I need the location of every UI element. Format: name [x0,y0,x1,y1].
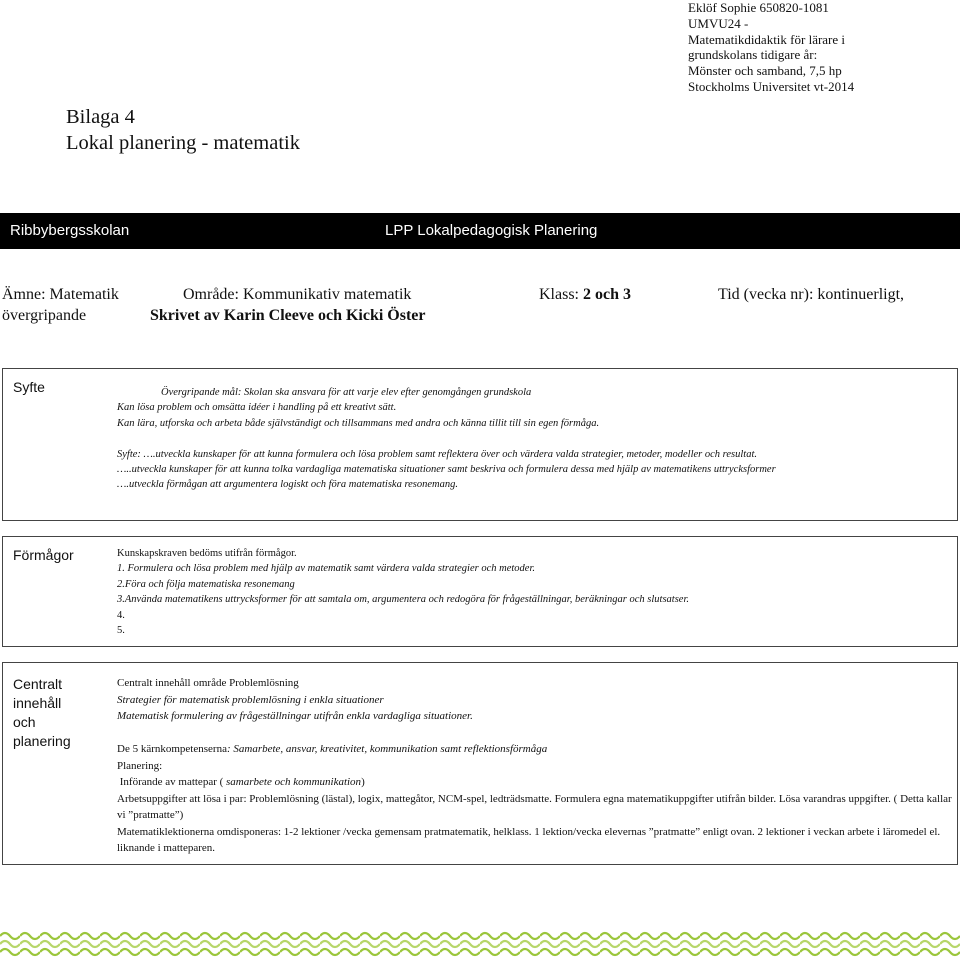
decorative-wave-border [0,930,960,957]
spacer [117,725,953,742]
course-title-line-2: grundskolans tidigare år: [688,47,818,63]
core-content-item: Matematisk formulering av frågeställningar utifrån enkla vardagliga situationer. [117,710,473,722]
label-line: innehåll [13,695,62,711]
section-content [117,546,953,638]
class-value: 2 och 3 [583,286,631,303]
section-label: Syfte [13,379,45,395]
ability-item: 1. Formulera och lösa problem med hjälp av matematik samt värdera valda strategier och metoder. [117,563,535,575]
time-field: Tid (vecka nr): kontinuerligt, [718,286,905,303]
core-content-section [2,662,958,865]
ability-item: 4. [117,609,125,621]
overall-goal: Övergripande mål: Skolan ska ansvara för att varje elev efter genomgången grundskola [161,387,532,398]
section-content [117,675,953,857]
math-pairs-focus: samarbete och kommunikation [223,776,362,788]
school-name: Ribbybergsskolan [10,222,130,239]
core-competencies-list: : Samarbete, ansvar, kreativitet, kommunikation samt reflektionsförmåga [226,743,548,755]
appendix-title: Bilaga 4 [66,106,135,128]
written-by: Skrivet av Karin Cleeve och Kicki Öster [150,307,426,324]
core-content-title: Centralt innehåll område Problemlösning [117,677,299,689]
abilities-section [2,536,958,647]
purpose-section [2,368,958,521]
class-label: Klass: [539,286,583,303]
appendix-subtitle: Lokal planering - matematik [66,132,300,154]
math-pairs-close: ) [361,776,365,788]
course-code: UMVU24 - [688,15,749,31]
pair-tasks: Arbetsuppgifter att lösa i par: Problemlösning (lästal), logix, mattegåtor, NCM-spel, ledträdsmatte. Formulera egna matematikuppgifter utifrån bilder. Lösa varandras uppgifter. ( Detta kallar vi ”pratmatte”) [117,792,952,821]
abilities-intro: Kunskapskraven bedöms utifrån förmågor. [117,548,297,559]
section-label [13,675,71,751]
lpp-header-bar [0,213,960,249]
label-line: Centralt [13,676,63,692]
course-module: Mönster och samband, 7,5 hp [688,63,842,79]
math-pairs-text: Införande av mattepar ( [117,776,224,788]
core-competencies-label: De 5 kärnkompetenserna [117,743,227,755]
ability-item: 3.Använda matematikens uttrycksformer för att samtala om, argumentera och redogöra för frågeställningar, beräkningar och slutsatser. [117,594,690,606]
lpp-title: LPP Lokalpedagogisk Planering [385,222,598,239]
math-pairs-intro [117,774,953,791]
label-line: planering [13,733,71,749]
lesson-schedule: Matematiklektionerna omdisponeras: 1-2 lektioner /vecka gemensam pratmatematik, helklass. 1 lektion/vecka elevernas ”pratmatte” enligt ovan. 2 lektioner i veckan arbete i läromedel el. liknande i matteparen. [117,825,941,854]
purpose-line: …..utveckla kunskaper för att kunna tolka vardagliga matematiska situationer samt beskriva och formulera dessa med hjälp av matematikens uttrycksformer [117,464,776,476]
section-label: Förmågor [13,547,74,563]
spacer [117,431,953,446]
class-field [539,284,631,305]
purpose-line: Syfte: ….utveckla kunskaper för att kunna formulera och lösa problem samt reflektera över och värdera valda strategier, metoder, modeller och resultat. [117,448,757,460]
core-content-item: Strategier för matematisk problemlösning i enkla situationer [117,693,384,706]
area-field: Område: Kommunikativ matematik [183,286,412,303]
ability-item: 2.Föra och följa matematiska resonemang [117,578,295,590]
label-line: och [13,714,36,730]
subject-field: Ämne: Matematik [2,286,119,303]
planning-label: Planering: [117,759,163,772]
author-block [688,0,956,95]
goal-line: Kan lära, utforska och arbeta både självständigt och tillsammans med andra och känna tillit till sin egen förmåga. [117,417,600,429]
purpose-line: ….utveckla förmågan att argumentera logiskt och föra matematiska resonemang. [117,479,459,491]
course-title-line-1: Matematikdidaktik för lärare i [688,31,846,47]
goal-line: Kan lösa problem och omsätta idéer i handling på ett kreativt sätt. [117,402,397,414]
core-competencies [117,741,953,758]
appendix-heading [66,104,300,156]
author-name: Eklöf Sophie 650820-1081 [688,0,829,15]
university-term: Stockholms Universitet vt-2014 [688,78,855,94]
time-field-continued: övergripande [2,307,87,324]
ability-item: 5. [117,625,125,637]
section-content [117,385,953,493]
